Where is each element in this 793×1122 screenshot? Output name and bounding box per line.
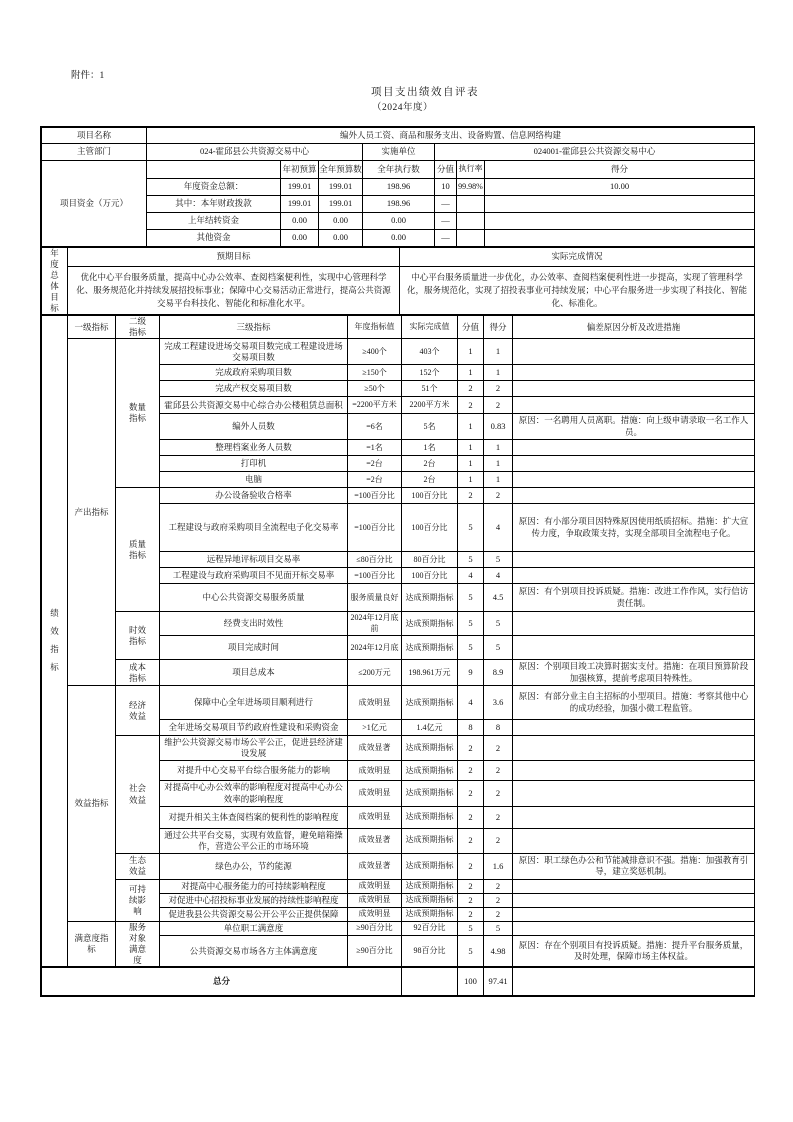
score-cell: 4 xyxy=(484,504,513,552)
indicator-name-cell: 对提高中心办公效率的影响程度对提高中心办公效率的影响程度 xyxy=(160,781,348,806)
indicator-row xyxy=(42,612,755,636)
dept-label: 主管部门 xyxy=(42,144,147,161)
weight-cell: 5 xyxy=(458,552,484,568)
weight-cell: 1 xyxy=(458,456,484,472)
total-label: 总分 xyxy=(42,967,402,995)
deviation-cell xyxy=(513,552,755,568)
col-begin-budget: 年初预算 xyxy=(281,161,319,179)
col-target: 年度指标值 xyxy=(348,316,402,339)
weight-cell: 4 xyxy=(458,568,484,584)
score-cell: 2 xyxy=(484,761,513,781)
annual-goal-table xyxy=(41,247,755,315)
l2-social: 社会效益 xyxy=(116,736,160,853)
target-cell: =100百分比 xyxy=(348,488,402,504)
weight-cell: 2 xyxy=(458,781,484,806)
col-executed: 全年执行数 xyxy=(363,161,435,179)
indicator-name-cell: 工程建设与政府采购项目不见面开标交易率 xyxy=(160,568,348,584)
score-cell: 2 xyxy=(484,828,513,853)
col-deviation: 偏差原因分析及改进措施 xyxy=(513,316,755,339)
fund-name: 其中：本年财政拨款 xyxy=(147,196,281,213)
l2-service-target-satisfaction: 服务对象满意度 xyxy=(116,921,160,966)
deviation-cell: 原因：有小部分项目因特殊原因使用纸质招标。措施：扩大宣传力度，争取政策支持，实现全部项目全流程电子化。 xyxy=(513,504,755,552)
indicator-name-cell: 办公设备验收合格率 xyxy=(160,488,348,504)
total-score: 97.41 xyxy=(484,967,513,995)
target-cell: =1名 xyxy=(348,440,402,456)
doc-subtitle: （2024年度） xyxy=(372,103,434,113)
actual-cell: 100百分比 xyxy=(402,568,458,584)
weight-cell: 2 xyxy=(458,761,484,781)
annual-goal-label: 年度总体目标 xyxy=(42,248,68,315)
actual-cell: 51个 xyxy=(402,381,458,397)
target-cell: =2200平方米 xyxy=(348,397,402,414)
col-score: 得分 xyxy=(485,161,755,179)
indicators-table xyxy=(41,315,755,967)
score-cell: 2 xyxy=(484,736,513,761)
attachment-label: 附件：1 xyxy=(71,71,105,81)
weight-cell: 1 xyxy=(458,414,484,440)
deviation-cell xyxy=(513,761,755,781)
weight-cell: 2 xyxy=(458,806,484,828)
total-weight: 100 xyxy=(458,967,484,995)
fund-executed: 0.00 xyxy=(363,230,435,247)
fund-weight: — xyxy=(435,213,457,230)
score-cell: 0.83 xyxy=(484,414,513,440)
actual-cell: 达成预期指标 xyxy=(402,893,458,907)
score-cell: 1 xyxy=(484,456,513,472)
score-cell: 5 xyxy=(484,612,513,636)
indicator-row xyxy=(42,853,755,879)
fund-begin: 0.00 xyxy=(281,213,319,230)
l2-quantity: 数量指标 xyxy=(116,339,160,488)
weight-cell: 8 xyxy=(458,720,484,736)
indicator-name-cell: 电脑 xyxy=(160,472,348,488)
target-cell: 成效明显 xyxy=(348,893,402,907)
target-cell: =6名 xyxy=(348,414,402,440)
actual-cell: 403个 xyxy=(402,339,458,365)
col-actual: 实际完成值 xyxy=(402,316,458,339)
indicator-name-cell: 完成产权交易项目数 xyxy=(160,381,348,397)
deviation-cell xyxy=(513,568,755,584)
expected-goal-text: 优化中心平台服务质量，提高中心办公效率、查阅档案便利性，实现中心管理科学化、服务规范化并持续发展招投标事业；保障中心交易活动正常进行，提高公共资源交易平台科技化、智能化和标准化水平。 xyxy=(68,266,400,315)
indicator-row xyxy=(42,921,755,935)
indicator-name-cell: 对提高中心服务能力的可持续影响程度 xyxy=(160,879,348,893)
weight-cell: 4 xyxy=(458,686,484,720)
l2-sustainable: 可持续影响 xyxy=(116,879,160,921)
deviation-cell xyxy=(513,339,755,365)
score-cell: 4.98 xyxy=(484,936,513,967)
score-cell: 2 xyxy=(484,488,513,504)
deviation-cell: 原因：有个别项目投诉质疑。措施：改进工作作风，实行信访责任制。 xyxy=(513,584,755,612)
weight-cell: 5 xyxy=(458,584,484,612)
indicator-name-cell: 霍邱县公共资源交易中心综合办公楼租赁总面积 xyxy=(160,397,348,414)
actual-cell: 2台 xyxy=(402,456,458,472)
indicator-name-cell: 项目完成时间 xyxy=(160,636,348,660)
score-cell: 4.5 xyxy=(484,584,513,612)
col-rate: 执行率 xyxy=(457,161,485,179)
funds-row xyxy=(42,179,755,196)
weight-cell: 2 xyxy=(458,853,484,879)
empty-cell xyxy=(513,967,755,995)
actual-cell: 达成预期指标 xyxy=(402,636,458,660)
target-cell: 服务质量良好 xyxy=(348,584,402,612)
indicator-name-cell: 绿色办公，节约能源 xyxy=(160,853,348,879)
indicator-name-cell: 完成政府采购项目数 xyxy=(160,365,348,381)
indicator-name-cell: 通过公共平台交易，实现有效监督，避免暗箱操作，营造公平公正的市场环境 xyxy=(160,828,348,853)
deviation-cell xyxy=(513,736,755,761)
fund-score xyxy=(485,230,755,247)
weight-cell: 2 xyxy=(458,488,484,504)
score-cell: 2 xyxy=(484,893,513,907)
deviation-cell xyxy=(513,921,755,935)
actual-cell: 达成预期指标 xyxy=(402,781,458,806)
weight-cell: 5 xyxy=(458,504,484,552)
actual-cell: 1.4亿元 xyxy=(402,720,458,736)
weight-cell: 5 xyxy=(458,612,484,636)
indicator-row xyxy=(42,686,755,720)
actual-cell: 2台 xyxy=(402,472,458,488)
target-cell: 2024年12月底 xyxy=(348,636,402,660)
deviation-cell: 原因：职工绿色办公和节能减排意识不强。措施：加强教育引导，建立奖惩机制。 xyxy=(513,853,755,879)
deviation-cell xyxy=(513,720,755,736)
actual-cell: 达成预期指标 xyxy=(402,612,458,636)
score-cell: 4 xyxy=(484,568,513,584)
l1-satisfaction: 满意度指标 xyxy=(68,921,116,966)
score-cell: 2 xyxy=(484,879,513,893)
fund-begin: 0.00 xyxy=(281,230,319,247)
actual-cell: 达成预期指标 xyxy=(402,828,458,853)
score-cell: 8 xyxy=(484,720,513,736)
col-l1: 一级指标 xyxy=(68,316,116,339)
target-cell: 成效明显 xyxy=(348,879,402,893)
actual-cell: 达成预期指标 xyxy=(402,584,458,612)
indicator-row xyxy=(42,736,755,761)
score-cell: 2 xyxy=(484,397,513,414)
score-cell: 2 xyxy=(484,806,513,828)
fund-rate xyxy=(457,230,485,247)
score-cell: 5 xyxy=(484,921,513,935)
indicator-name-cell: 对促进中心招投标事业发展的持续性影响程度 xyxy=(160,893,348,907)
fund-weight: — xyxy=(435,196,457,213)
target-cell: 成效明显 xyxy=(348,781,402,806)
indicator-row xyxy=(42,339,755,365)
actual-cell: 100百分比 xyxy=(402,504,458,552)
target-cell: 2024年12月底前 xyxy=(348,612,402,636)
l2-quality: 质量指标 xyxy=(116,488,160,612)
col-fullyear-budget: 全年预算数 xyxy=(319,161,363,179)
target-cell: ≥400个 xyxy=(348,339,402,365)
fund-score xyxy=(485,213,755,230)
target-cell: 成效明显 xyxy=(348,761,402,781)
deviation-cell xyxy=(513,828,755,853)
fund-executed: 198.96 xyxy=(363,196,435,213)
col-weight: 分值 xyxy=(458,316,484,339)
deviation-cell xyxy=(513,879,755,893)
weight-cell: 5 xyxy=(458,936,484,967)
dept-value: 024-霍邱县公共资源交易中心 xyxy=(147,144,363,161)
target-cell: ≤200万元 xyxy=(348,660,402,686)
score-cell: 5 xyxy=(484,636,513,660)
deviation-cell xyxy=(513,365,755,381)
target-cell: >1亿元 xyxy=(348,720,402,736)
weight-cell: 2 xyxy=(458,736,484,761)
score-cell: 1 xyxy=(484,440,513,456)
fund-executed: 0.00 xyxy=(363,213,435,230)
indicator-name-cell: 维护公共资源交易市场公平公正，促进县经济建设发展 xyxy=(160,736,348,761)
target-cell: 成效明显 xyxy=(348,806,402,828)
weight-cell: 1 xyxy=(458,365,484,381)
project-name-value: 编外人员工资、商品和服务支出、设备购置、信息网络构建 xyxy=(147,128,755,144)
actual-cell: 80百分比 xyxy=(402,552,458,568)
funds-row xyxy=(42,213,755,230)
fund-fullyear: 199.01 xyxy=(319,179,363,196)
empty-cell xyxy=(402,967,458,995)
weight-cell: 2 xyxy=(458,879,484,893)
col-weight: 分值 xyxy=(435,161,457,179)
weight-cell: 1 xyxy=(458,440,484,456)
col-score: 得分 xyxy=(484,316,513,339)
deviation-cell xyxy=(513,781,755,806)
actual-cell: 达成预期指标 xyxy=(402,736,458,761)
actual-cell: 152个 xyxy=(402,365,458,381)
indicator-name-cell: 远程异地评标项目交易率 xyxy=(160,552,348,568)
indicator-name-cell: 整理档案业务人员数 xyxy=(160,440,348,456)
actual-cell: 1名 xyxy=(402,440,458,456)
actual-cell: 2200平方米 xyxy=(402,397,458,414)
deviation-cell xyxy=(513,397,755,414)
score-cell: 3.6 xyxy=(484,686,513,720)
fund-rate: 99.98% xyxy=(457,179,485,196)
col-l2: 二级指标 xyxy=(116,316,160,339)
performance-indicators-label: 绩效指标 xyxy=(42,316,68,967)
fund-name: 年度资金总额： xyxy=(147,179,281,196)
info-funds-table xyxy=(41,127,755,247)
fund-fullyear: 0.00 xyxy=(319,230,363,247)
deviation-cell xyxy=(513,907,755,921)
fund-rate xyxy=(457,196,485,213)
deviation-cell xyxy=(513,806,755,828)
weight-cell: 2 xyxy=(458,397,484,414)
fund-executed: 198.96 xyxy=(363,179,435,196)
score-cell: 1 xyxy=(484,339,513,365)
actual-cell: 达成预期指标 xyxy=(402,879,458,893)
doc-title: 项目支出绩效自评表 xyxy=(371,87,479,98)
indicator-row xyxy=(42,488,755,504)
impl-unit-label: 实施单位 xyxy=(363,144,435,161)
weight-cell: 2 xyxy=(458,907,484,921)
target-cell: ≤80百分比 xyxy=(348,552,402,568)
actual-cell: 达成预期指标 xyxy=(402,806,458,828)
indicator-name-cell: 促进我县公共资源交易公开公平公正提供保障 xyxy=(160,907,348,921)
score-cell: 1 xyxy=(484,365,513,381)
col-l3: 三级指标 xyxy=(160,316,348,339)
indicator-name-cell: 经费支出时效性 xyxy=(160,612,348,636)
score-cell: 1 xyxy=(484,472,513,488)
actual-cell: 达成预期指标 xyxy=(402,907,458,921)
deviation-cell xyxy=(513,472,755,488)
actual-cell: 达成预期指标 xyxy=(402,686,458,720)
indicator-name-cell: 工程建设与政府采购项目全流程电子化交易率 xyxy=(160,504,348,552)
indicators-header-row xyxy=(42,316,755,339)
actual-cell: 100百分比 xyxy=(402,488,458,504)
weight-cell: 5 xyxy=(458,921,484,935)
indicator-name-cell: 公共资源交易市场各方主体满意度 xyxy=(160,936,348,967)
target-cell: 成效明显 xyxy=(348,907,402,921)
deviation-cell xyxy=(513,440,755,456)
funds-row xyxy=(42,196,755,213)
actual-cell: 达成预期指标 xyxy=(402,761,458,781)
target-cell: ≥90百分比 xyxy=(348,936,402,967)
target-cell: ≥150个 xyxy=(348,365,402,381)
fund-weight: — xyxy=(435,230,457,247)
score-cell: 2 xyxy=(484,907,513,921)
total-row xyxy=(42,967,755,995)
fund-score: 10.00 xyxy=(485,179,755,196)
indicator-name-cell: 保障中心全年进场项目顺利进行 xyxy=(160,686,348,720)
deviation-cell xyxy=(513,381,755,397)
goal-header-row xyxy=(42,248,755,267)
fund-begin: 199.01 xyxy=(281,196,319,213)
indicator-name-cell: 对提升中心交易平台综合服务能力的影响 xyxy=(160,761,348,781)
l1-output: 产出指标 xyxy=(68,339,116,686)
actual-result-text: 中心平台服务质量进一步优化，办公效率、查阅档案便利性进一步提高，实现了管理科学化，服务规范化，实现了招投表事业可持续发展；中心平台服务进一步实现了科技化、智能化、标准化。 xyxy=(400,266,755,315)
funds-row xyxy=(42,230,755,247)
indicator-name-cell: 对提升相关主体查阅档案的便利性的影响程度 xyxy=(160,806,348,828)
weight-cell: 2 xyxy=(458,381,484,397)
goal-content-row xyxy=(42,266,755,315)
actual-result-header: 实际完成情况 xyxy=(400,248,755,267)
score-cell: 8.9 xyxy=(484,660,513,686)
empty-cell xyxy=(147,161,281,179)
deviation-cell: 原因：存在个别项目有投诉质疑。措施：提升平台服务质量，及时处理，保障市场主体权益。 xyxy=(513,936,755,967)
project-name-label: 项目名称 xyxy=(42,128,147,144)
actual-cell: 达成预期指标 xyxy=(402,853,458,879)
score-cell: 5 xyxy=(484,552,513,568)
indicator-name-cell: 项目总成本 xyxy=(160,660,348,686)
score-cell: 1.6 xyxy=(484,853,513,879)
deviation-cell: 原因：一名聘用人员离职。措施：向上级申请录取一名工作人员。 xyxy=(513,414,755,440)
l2-ecological: 生态效益 xyxy=(116,853,160,879)
impl-unit-value: 024001-霍邱县公共资源交易中心 xyxy=(435,144,755,161)
indicator-name-cell: 单位职工满意度 xyxy=(160,921,348,935)
score-cell: 2 xyxy=(484,781,513,806)
funds-label: 项目资金（万元） xyxy=(42,161,147,247)
target-cell: =100百分比 xyxy=(348,504,402,552)
l2-economic: 经济效益 xyxy=(116,686,160,736)
indicator-name-cell: 中心公共资源交易服务质量 xyxy=(160,584,348,612)
indicator-row xyxy=(42,660,755,686)
expected-goal-header: 预期目标 xyxy=(68,248,400,267)
target-cell: 成效明显 xyxy=(348,686,402,720)
weight-cell: 1 xyxy=(458,339,484,365)
funds-header-row xyxy=(42,161,755,179)
score-cell: 2 xyxy=(484,381,513,397)
total-table xyxy=(41,967,755,996)
weight-cell: 2 xyxy=(458,828,484,853)
indicator-name-cell: 完成工程建设进场交易项目数完成工程建设进场交易项目数 xyxy=(160,339,348,365)
target-cell: =2台 xyxy=(348,472,402,488)
target-cell: ≥90百分比 xyxy=(348,921,402,935)
table-row xyxy=(42,128,755,144)
fund-begin: 199.01 xyxy=(281,179,319,196)
target-cell: 成效显著 xyxy=(348,853,402,879)
weight-cell: 2 xyxy=(458,893,484,907)
weight-cell: 9 xyxy=(458,660,484,686)
deviation-cell xyxy=(513,636,755,660)
evaluation-table xyxy=(40,126,755,997)
fund-rate xyxy=(457,213,485,230)
deviation-cell xyxy=(513,893,755,907)
fund-weight: 10 xyxy=(435,179,457,196)
l2-timeliness: 时效指标 xyxy=(116,612,160,660)
weight-cell: 5 xyxy=(458,636,484,660)
indicator-name-cell: 打印机 xyxy=(160,456,348,472)
l1-benefit: 效益指标 xyxy=(68,686,116,921)
target-cell: ≥50个 xyxy=(348,381,402,397)
target-cell: =2台 xyxy=(348,456,402,472)
l2-cost: 成本指标 xyxy=(116,660,160,686)
weight-cell: 1 xyxy=(458,472,484,488)
fund-fullyear: 199.01 xyxy=(319,196,363,213)
fund-fullyear: 0.00 xyxy=(319,213,363,230)
fund-name: 上年结转资金 xyxy=(147,213,281,230)
deviation-cell xyxy=(513,456,755,472)
indicator-row xyxy=(42,879,755,893)
indicator-name-cell: 全年进场交易项目节约政府性建设和采购资金 xyxy=(160,720,348,736)
target-cell: 成效显著 xyxy=(348,828,402,853)
target-cell: 成效显著 xyxy=(348,736,402,761)
deviation-cell xyxy=(513,612,755,636)
deviation-cell: 原因：有部分业主自主招标的小型项目。措施：考察其他中心的成功经验，加强小微工程监管。 xyxy=(513,686,755,720)
deviation-cell: 原因：个别项目竣工决算时据实支付。措施：在项目预算阶段加强核算，提前考虑项目特殊性。 xyxy=(513,660,755,686)
table-row xyxy=(42,144,755,161)
fund-score xyxy=(485,196,755,213)
actual-cell: 198.961万元 xyxy=(402,660,458,686)
target-cell: =100百分比 xyxy=(348,568,402,584)
fund-name: 其他资金 xyxy=(147,230,281,247)
indicator-name-cell: 编外人员数 xyxy=(160,414,348,440)
actual-cell: 98百分比 xyxy=(402,936,458,967)
deviation-cell xyxy=(513,488,755,504)
actual-cell: 5名 xyxy=(402,414,458,440)
actual-cell: 92百分比 xyxy=(402,921,458,935)
